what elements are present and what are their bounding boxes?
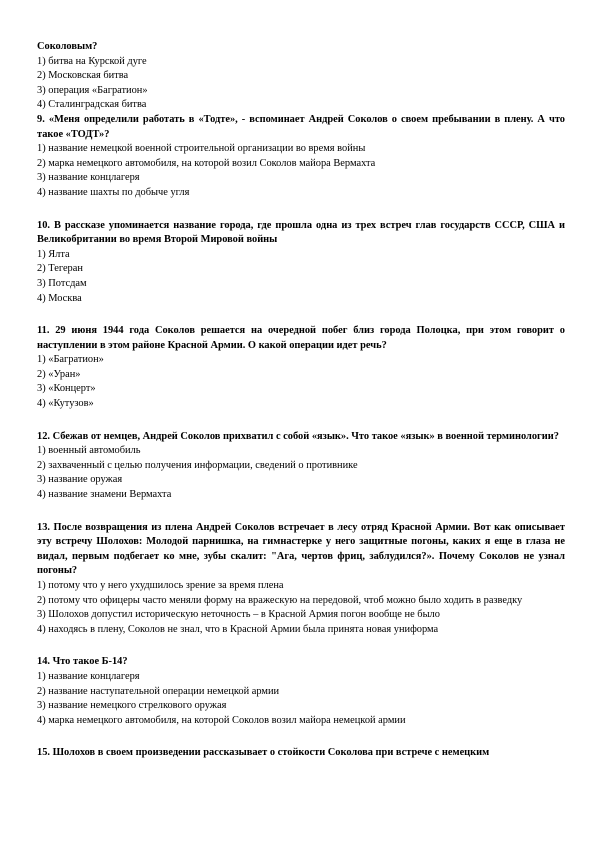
question-10-option-3: 3) Потсдам bbox=[37, 277, 87, 289]
spacer bbox=[37, 412, 565, 430]
question-8-option-3: 3) операция «Багратион» bbox=[37, 84, 148, 96]
question-14-option-1: 1) название концлагеря bbox=[37, 670, 140, 682]
spacer bbox=[37, 306, 565, 324]
question-13-option-4: 4) находясь в плену, Соколов не знал, что в Красной Армии была принята новая униформа bbox=[37, 623, 439, 635]
spacer bbox=[37, 503, 565, 521]
question-9-option-2: 2) марка немецкого автомобиля, на которой возил Соколов майора Вермахта bbox=[37, 157, 376, 169]
question-13-option-3: 3) Шолохов допустил историческую неточность – в Красной Армия погон вообще не было bbox=[37, 609, 440, 621]
question-13-option-2: 2) потому что офицеры часто меняли форму на вражескую на передовой, чтоб можно было ходить в разведку bbox=[37, 594, 523, 606]
question-11-option-1: 1) «Багратион» bbox=[37, 354, 104, 366]
question-14-option-2: 2) название наступательной операции немецкой армии bbox=[37, 685, 280, 697]
question-11-option-3: 3) «Концерт» bbox=[37, 383, 96, 395]
spacer bbox=[37, 201, 565, 219]
spacer bbox=[37, 637, 565, 655]
question-14-title: 14. Что такое Б-14? bbox=[37, 656, 128, 668]
question-10-title: 10. В рассказе упоминается название города, где прошла одна из трех встреч глав государств СССР, США и Великобритании во время Второй Мировой войны bbox=[37, 219, 565, 246]
question-12-option-2: 2) захваченный с целью получения информации, сведений о противнике bbox=[37, 459, 358, 471]
question-12-option-4: 4) название знамени Вермахта bbox=[37, 489, 172, 501]
question-15-title: 15. Шолохов в своем произведении рассказывает о стойкости Соколова при встрече с немецким bbox=[37, 747, 490, 759]
question-9-option-4: 4) название шахты по добыче угля bbox=[37, 186, 190, 198]
spacer bbox=[37, 728, 565, 746]
question-14-option-4: 4) марка немецкого автомобиля, на которой Соколов возил майора немецкой армии bbox=[37, 714, 406, 726]
question-11-option-2: 2) «Уран» bbox=[37, 368, 81, 380]
question-13-title: 13. После возвращения из плена Андрей Соколов встречает в лесу отряд Красной Армии. Вот как описывает эту встречу Шолохов: Молодой парнишка, на гимнастерке у него защитные погоны, каких я еще в глаза не видал, первым подбегает ко мне, зубы скалит: "Ага, чертов фриц, заблудился?». Почему Соколов не узнал погоны? bbox=[37, 521, 565, 577]
document-page bbox=[37, 40, 565, 761]
question-12-option-1: 1) военный автомобиль bbox=[37, 445, 141, 457]
question-12-title: 12. Сбежав от немцев, Андрей Соколов прихватил с собой «язык». Что такое «язык» в военной терминологии? bbox=[37, 430, 559, 442]
question-12-option-3: 3) название оружая bbox=[37, 474, 123, 486]
question-11-option-4: 4) «Кутузов» bbox=[37, 398, 94, 410]
question-9-title: 9. «Меня определили работать в «Тодте», - вспоминает Андрей Соколов о своем пребывании в плену. А что такое «ТОДТ»? bbox=[37, 113, 565, 140]
question-8-option-4: 4) Сталинградская битва bbox=[37, 99, 147, 111]
question-10-option-2: 2) Тегеран bbox=[37, 263, 83, 275]
question-11-title: 11. 29 июня 1944 года Соколов решается на очередной побег близ города Полоцка, при этом говорит о наступлении в этом районе Красной Армии. О какой операции идет речь? bbox=[37, 325, 565, 351]
question-8-title-tail: Соколовым? bbox=[37, 41, 98, 52]
question-14-option-3: 3) название немецкого стрелкового оружая bbox=[37, 700, 227, 712]
question-13-option-1: 1) потому что у него ухудшилось зрение за время плена bbox=[37, 580, 284, 591]
question-10-option-4: 4) Москва bbox=[37, 292, 82, 304]
question-9-option-3: 3) название концлагеря bbox=[37, 172, 140, 184]
question-8-option-1: 1) битва на Курской дуге bbox=[37, 55, 147, 67]
question-10-option-1: 1) Ялта bbox=[37, 248, 70, 260]
question-9-option-1: 1) название немецкой военной строительной организации во время войны bbox=[37, 143, 366, 155]
question-8-option-2: 2) Московская битва bbox=[37, 70, 129, 82]
